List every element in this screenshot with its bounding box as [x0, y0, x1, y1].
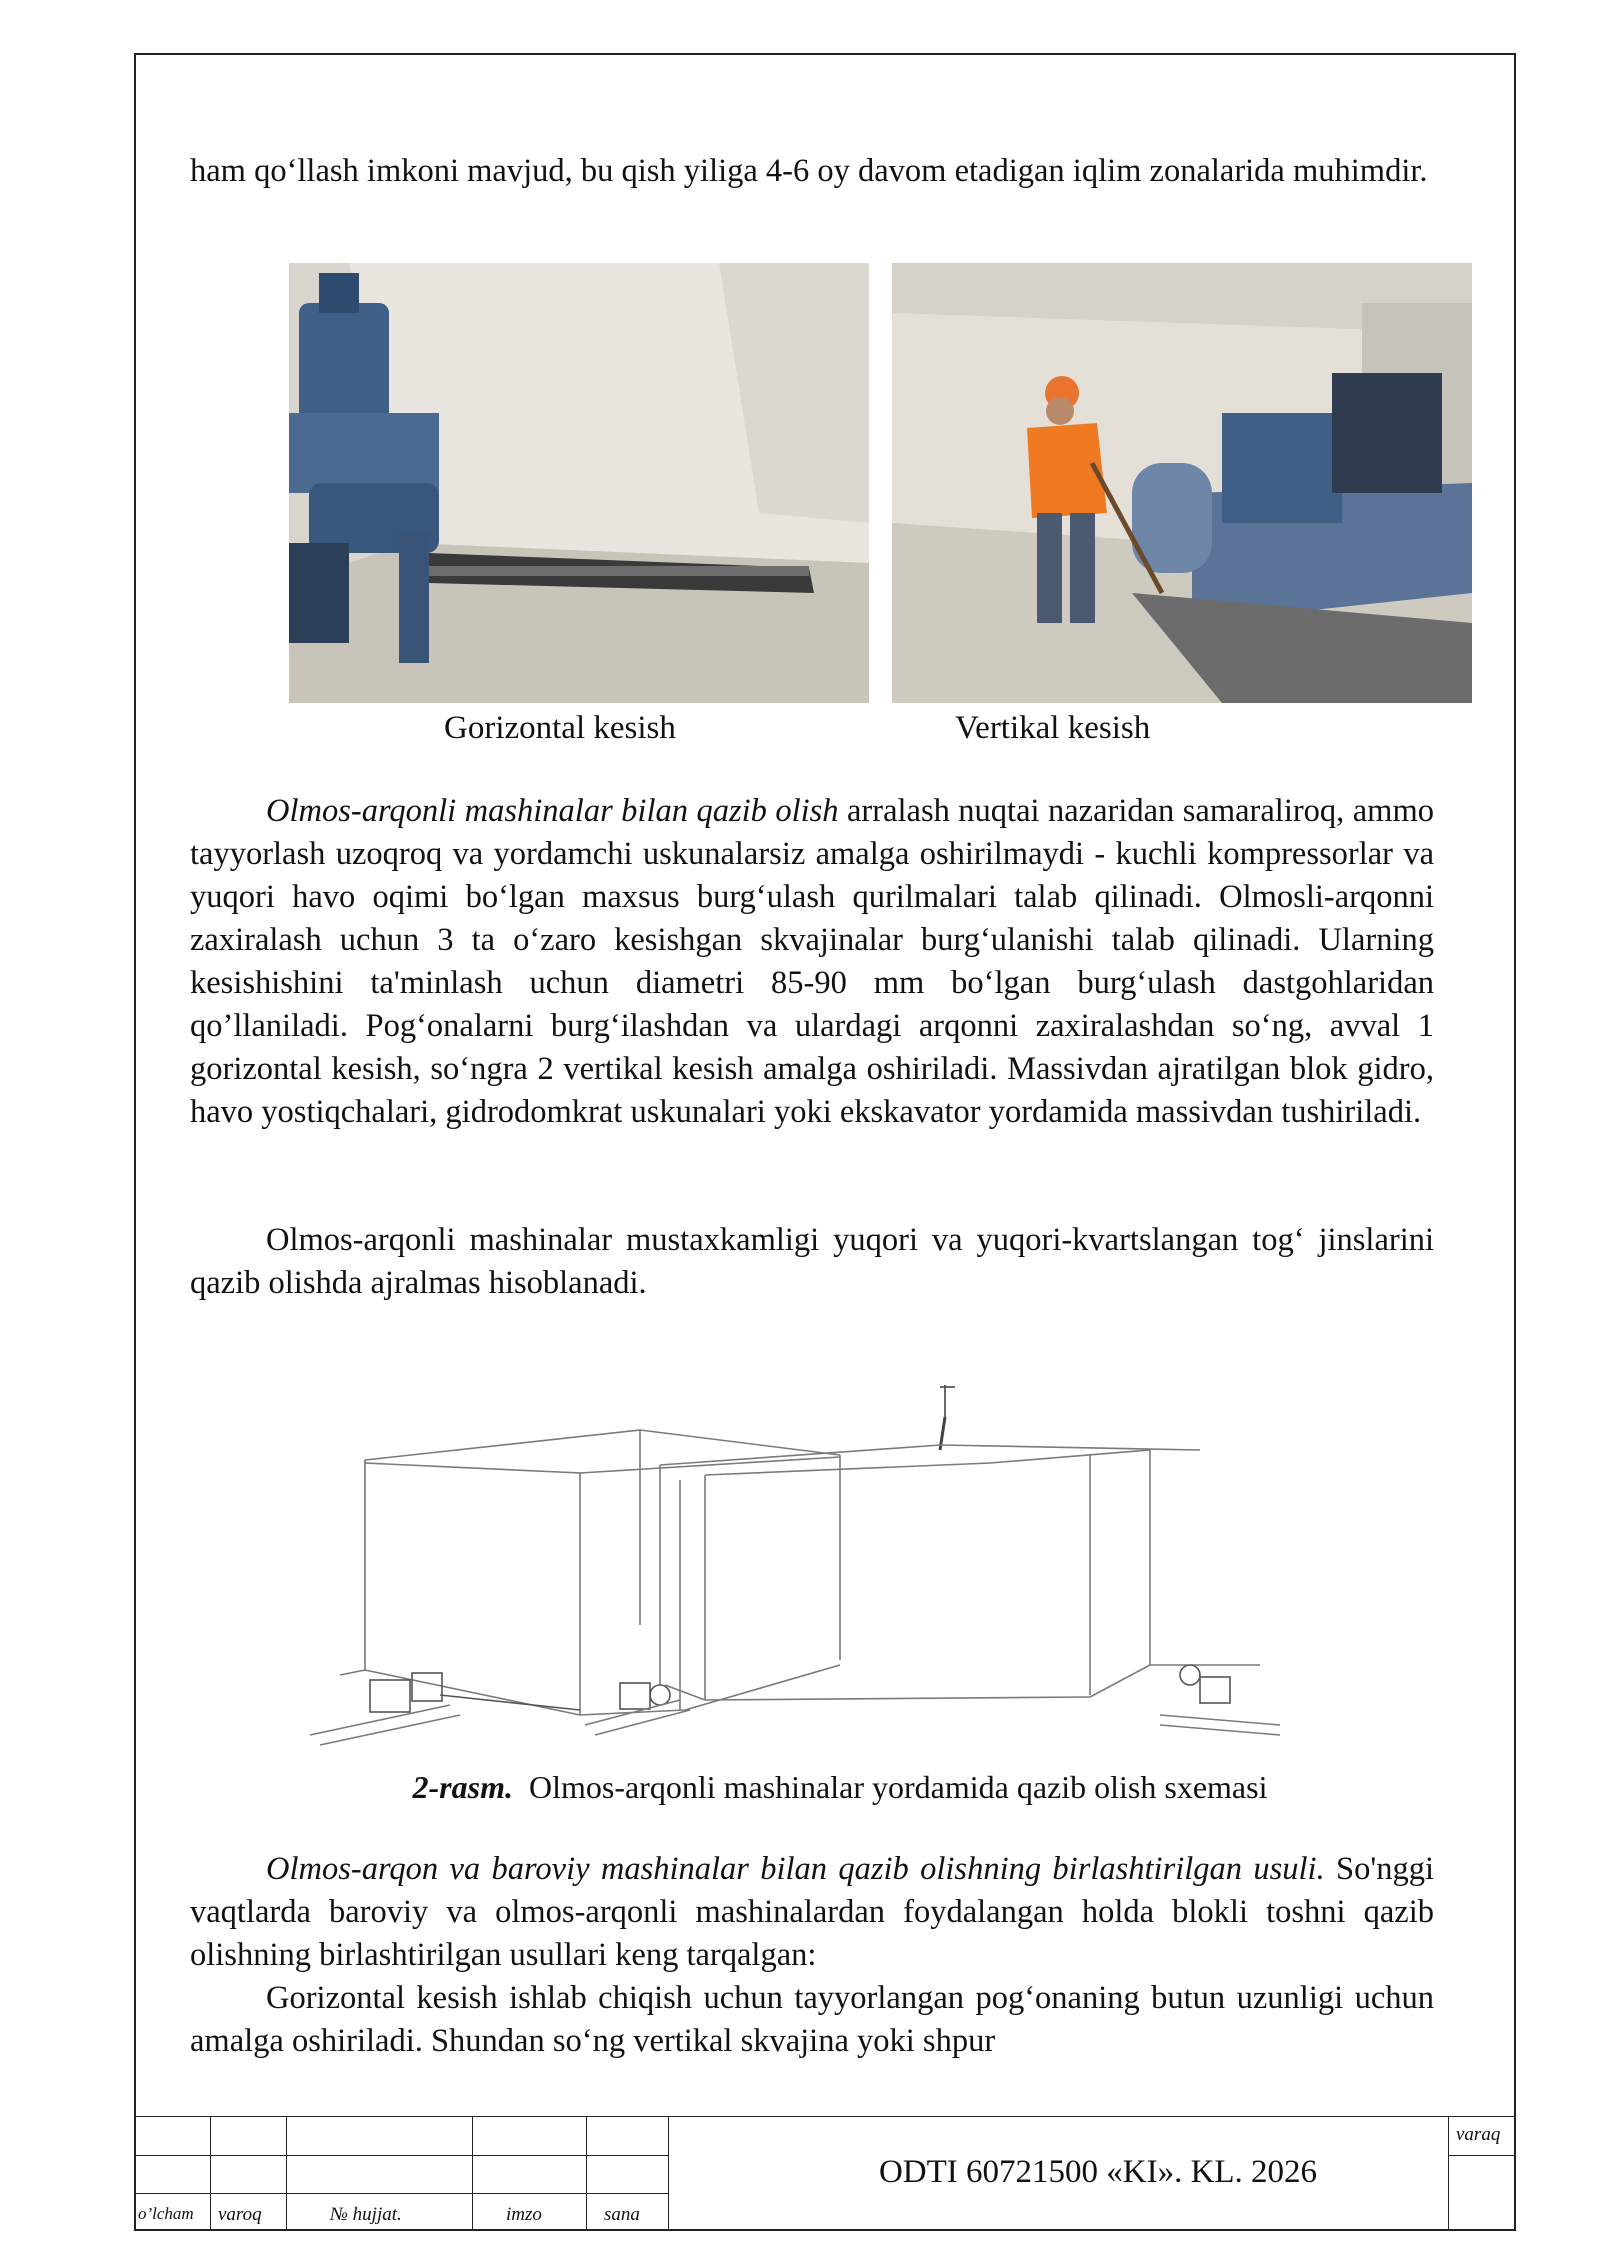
label-hujjat: № hujjat. [330, 2204, 402, 2225]
label-sheet: varaq [1456, 2124, 1501, 2145]
paragraph-horizontal-cut: Gorizontal kesish ishlab chiqish uchun tayyorlangan pog‘onaning butun uzunligi uchun amalga oshiriladi. Shundan so‘ng vertikal skvajina yoki shpur [190, 1980, 1434, 2059]
diamond-wire-diagram [300, 1375, 1420, 1760]
caption-vertical-cut: Vertikal kesish [955, 710, 1151, 746]
figure-caption-text: Olmos-arqonli mashinalar yordamida qazib olish sxemasi [528, 1769, 1268, 1805]
label-imzo: imzo [506, 2204, 542, 2225]
label-varoq: varoq [218, 2204, 262, 2225]
paragraph-lead-italic: Olmos-arqonli mashinalar bilan qazib olish [266, 793, 839, 829]
paragraph-lead-italic: Olmos-arqon va baroviy mashinalar bilan qazib olishning birlashtirilgan usuli. [266, 1851, 1325, 1887]
intro-paragraph: ham qo‘llash imkoni mavjud, bu qish yiliga 4-6 oy davom etadigan iqlim zonalarida muhimdir. [190, 153, 1428, 189]
document-code: ODTI 60721500 «KI». KL. 2026 [878, 2154, 1318, 2190]
label-sana: sana [604, 2204, 640, 2225]
paragraph-body: arralash nuqtai nazaridan samaraliroq, ammo tayyorlash uzoqroq va yordamchi uskunalarsiz amalga oshirilmaydi - kuchli kompressorlar va yuqori havo oqimi bo‘lgan maxsus burg‘ulash qurilmalari talab qilinadi. Olmosli-arqonni zaxiralash uchun 3 ta o‘zaro kesishgan skvajinalar burg‘ulanishi talab qilinadi. Ularning kesishishini ta'minlash uchun diametri 85-90 mm bo‘lgan burg‘ulash dastgohlaridan qo’llaniladi. Pog‘onalarni burg‘ilashdan va ulardagi arqonni zaxiralashdan so‘ng, avval 1 gorizontal kesish, so‘ngra 2 vertikal kesish amalga oshiriladi. Massivdan ajratilgan blok gidro, havo yostiqchalari, gidrodomkrat uskunalari yoki ekskavator yordamida massivdan tushiriladi. [190, 793, 1434, 1130]
paragraph-hard-rock: Olmos-arqonli mashinalar mustaxkamligi yuqori va yuqori-kvartslangan tog‘ jinslarini qazib olishda ajralmas hisoblanadi. [190, 1222, 1434, 1301]
photo-horizontal-cut [289, 263, 869, 703]
title-block [134, 2116, 1516, 2231]
paragraph-combined-method [190, 1848, 1434, 1977]
photo-vertical-cut [892, 263, 1472, 703]
caption-horizontal-cut: Gorizontal kesish [444, 710, 676, 746]
figure-caption-label: 2-rasm. [412, 1769, 513, 1805]
paragraph-body: So'nggi vaqtlarda baroviy va olmos-arqonli mashinalardan foydalangan holda blokli toshni qazib olishning birlashtirilgan usullari keng tarqalgan: [190, 1851, 1434, 1973]
label-olcham: o’lcham [138, 2204, 194, 2223]
figure-caption [0, 1765, 1600, 1809]
paragraph-diamond-wire-mining [190, 790, 1434, 1134]
